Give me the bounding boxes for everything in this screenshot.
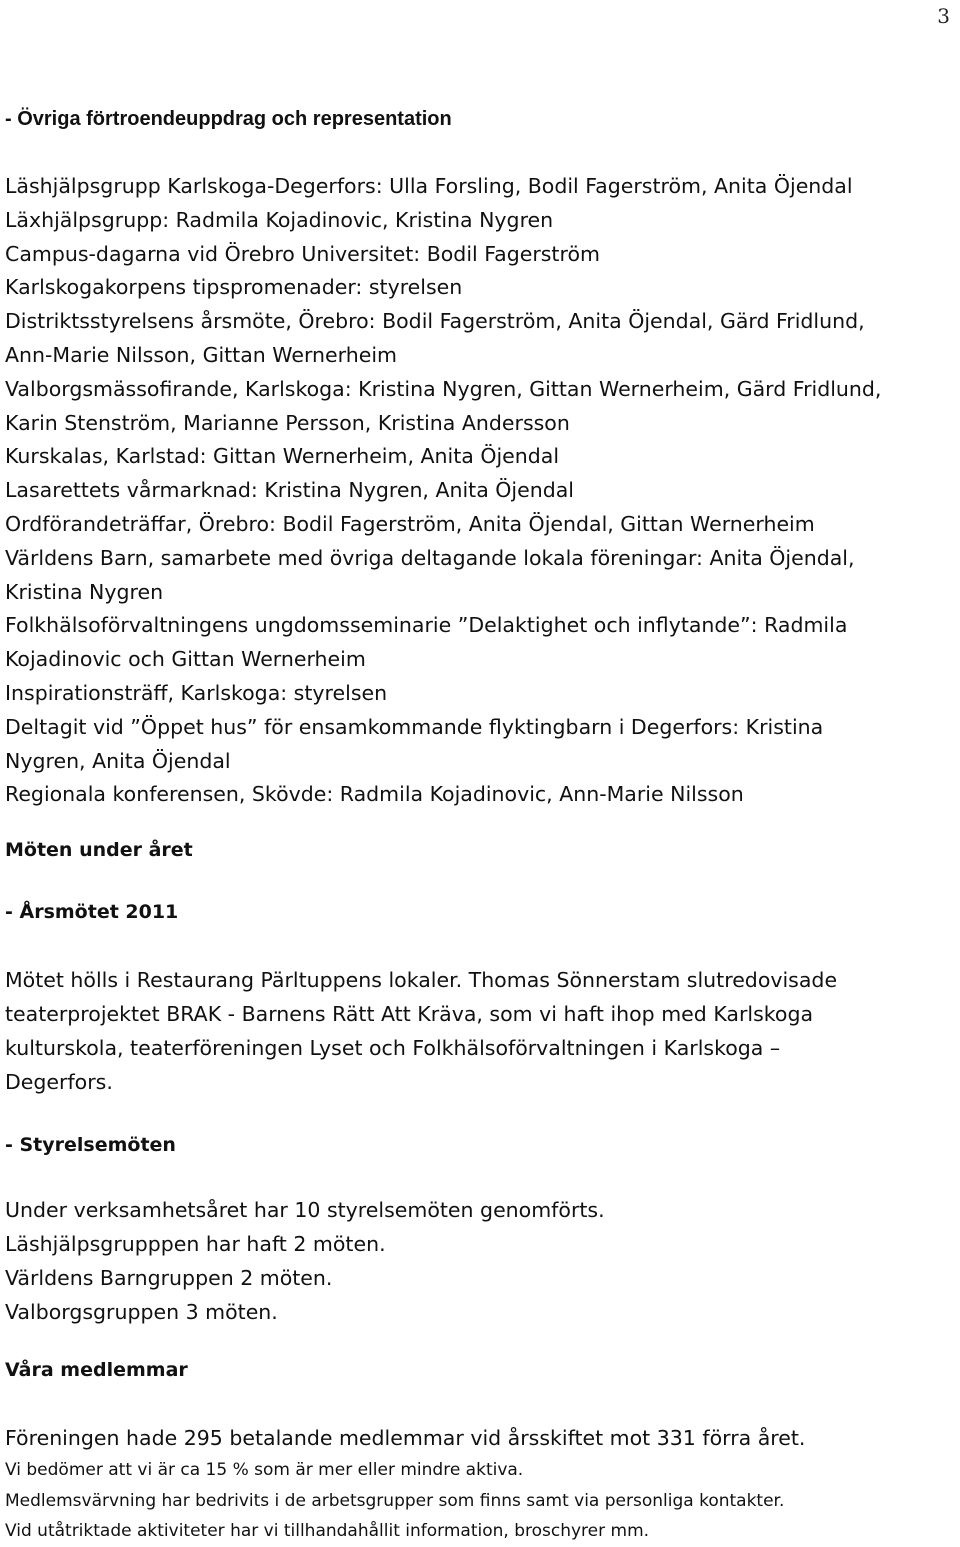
list-item: Läshjälpsgrupp Karlskoga-Degerfors: Ulla Forsling, Bodil Fagerström, Anita Öjendal: [5, 174, 853, 198]
list-item: Vid utåtriktade aktiviteter har vi tillhandahållit information, broschyrer mm.: [5, 1521, 650, 1541]
subheading-board-meetings: - Styrelsemöten: [5, 1134, 176, 1156]
board-meetings-list: [5, 1193, 605, 1329]
list-item: Ann-Marie Nilsson, Gittan Wernerheim: [5, 342, 397, 367]
list-item: Valborgsmässofirande, Karlskoga: Kristina Nygren, Gittan Wernerheim, Gärd Fridlund,: [5, 376, 882, 401]
assignments-list: [5, 170, 881, 812]
list-item: Kristina Nygren: [5, 579, 164, 604]
section-heading-members: Våra medlemmar: [5, 1359, 188, 1381]
list-item: Distriktsstyrelsens årsmöte, Örebro: Bodil Fagerström, Anita Öjendal, Gärd Fridlund,: [5, 309, 865, 334]
list-item: Karin Stenström, Marianne Persson, Kristina Andersson: [5, 410, 570, 435]
list-item: Folkhälsoförvaltningens ungdomsseminarie ”Delaktighet och inflytande”: Radmila: [5, 613, 848, 638]
paragraph-line: Mötet hölls i Restaurang Pärltuppens lokaler. Thomas Sönnerstam slutredovisade: [5, 968, 838, 992]
list-item: Karlskogakorpens tipspromenader: styrelsen: [5, 275, 463, 300]
list-item: Under verksamhetsåret har 10 styrelsemöten genomförts.: [5, 1198, 605, 1222]
members-lead-line: Föreningen hade 295 betalande medlemmar vid årsskiftet mot 331 förra året.: [5, 1426, 806, 1450]
list-item: Regionala konferensen, Skövde: Radmila Kojadinovic, Ann-Marie Nilsson: [5, 782, 744, 807]
list-item: Campus-dagarna vid Örebro Universitet: Bodil Fagerström: [5, 241, 600, 266]
list-item: Världens Barngruppen 2 möten.: [5, 1266, 333, 1290]
list-item: Kojadinovic och Gittan Wernerheim: [5, 647, 366, 672]
paragraph-line: Degerfors.: [5, 1070, 113, 1094]
annual-meeting-paragraph: [5, 963, 837, 1099]
subheading-annual-meeting: - Årsmötet 2011: [5, 901, 179, 923]
list-item: Nygren, Anita Öjendal: [5, 748, 231, 773]
paragraph-line: teaterprojektet BRAK - Barnens Rätt Att Kräva, som vi haft ihop med Karlskoga: [5, 1002, 814, 1026]
list-item: Ordförandeträffar, Örebro: Bodil Fagerström, Anita Öjendal, Gittan Wernerheim: [5, 511, 815, 536]
page-number: 3: [937, 4, 950, 28]
list-item: Inspirationsträff, Karlskoga: styrelsen: [5, 680, 388, 705]
list-item: Kurskalas, Karlstad: Gittan Wernerheim, Anita Öjendal: [5, 444, 560, 469]
members-list: [5, 1455, 784, 1547]
list-item: Världens Barn, samarbete med övriga deltagande lokala föreningar: Anita Öjendal,: [5, 545, 855, 570]
list-item: Deltagit vid ”Öppet hus” för ensamkommande flyktingbarn i Degerfors: Kristina: [5, 714, 824, 739]
list-item: Medlemsvärvning har bedrivits i de arbetsgrupper som finns samt via personliga kontakter.: [5, 1490, 785, 1511]
list-item: Läshjälpsgrupppen har haft 2 möten.: [5, 1232, 386, 1256]
list-item: Lasarettets vårmarknad: Kristina Nygren, Anita Öjendal: [5, 478, 575, 503]
list-item: Valborgsgruppen 3 möten.: [5, 1300, 278, 1324]
paragraph-line: kulturskola, teaterföreningen Lyset och Folkhälsoförvaltningen i Karlskoga –: [5, 1036, 781, 1060]
section-heading-other-assignments: - Övriga förtroendeuppdrag och representation: [5, 108, 452, 130]
section-heading-meetings: Möten under året: [5, 839, 193, 861]
list-item: Vi bedömer att vi är ca 15 % som är mer eller mindre aktiva.: [5, 1460, 524, 1480]
list-item: Läxhjälpsgrupp: Radmila Kojadinovic, Kristina Nygren: [5, 207, 554, 232]
